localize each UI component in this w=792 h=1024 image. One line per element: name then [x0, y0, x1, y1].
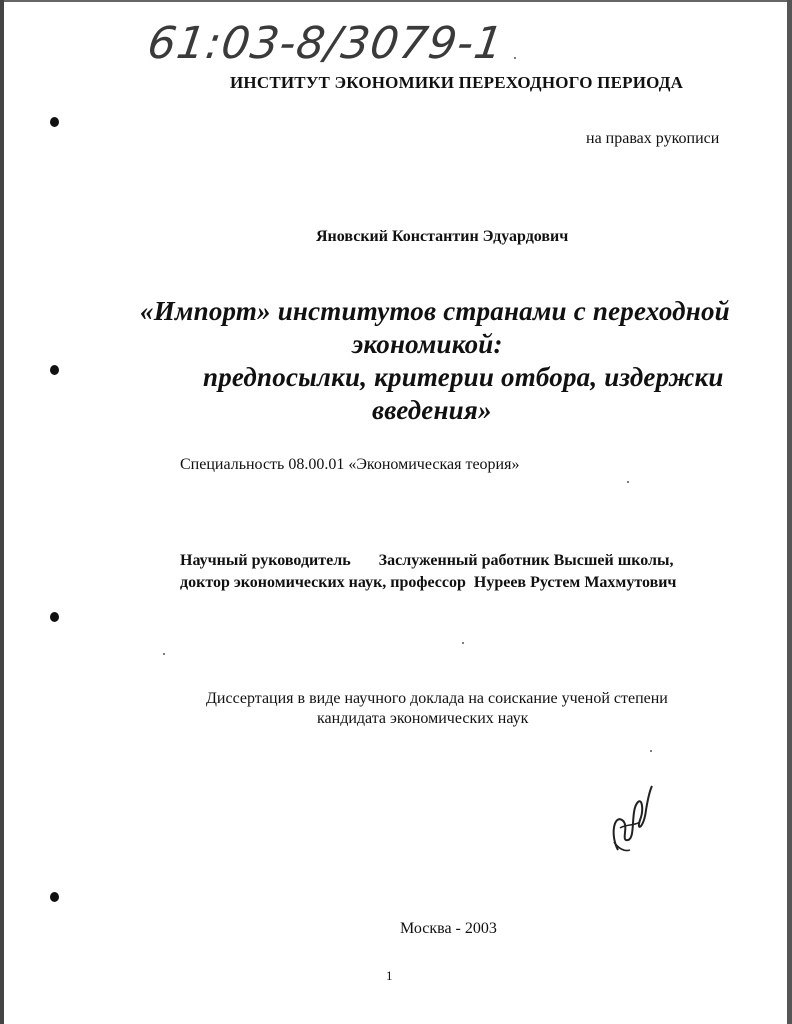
- author-name: Яновский Константин Эдуардович: [316, 228, 569, 245]
- institute-name: ИНСТИТУТ ЭКОНОМИКИ ПЕРЕХОДНОГО ПЕРИОДА: [230, 73, 684, 92]
- punch-hole-mark: [50, 612, 59, 622]
- scan-speck: [462, 642, 464, 644]
- punch-hole-mark: [50, 365, 59, 375]
- supervisor-line: доктор экономических наук, профессор Нуреев Рустем Махмутович: [180, 574, 677, 591]
- scan-edge-top: [0, 0, 792, 2]
- page-number: 1: [386, 968, 393, 983]
- scan-speck: [627, 481, 629, 483]
- handwritten-archive-code: 61:03-8/3079-1: [144, 18, 507, 69]
- scan-speck: [163, 653, 165, 655]
- signature-mark: [600, 780, 660, 860]
- scan-edge-left: [0, 0, 4, 1024]
- supervisor-line: Научный руководитель Заслуженный работник Высшей школы,: [180, 552, 674, 569]
- title-line: введения»: [372, 395, 492, 425]
- specialty-code: Специальность 08.00.01 «Экономическая теория»: [180, 456, 520, 473]
- scan-speck: [650, 750, 652, 752]
- scan-speck: [514, 57, 516, 59]
- manuscript-rights-note: на правах рукописи: [586, 130, 720, 147]
- city-year: Москва - 2003: [400, 920, 497, 937]
- title-line: предпосылки, критерии отбора, издержки: [203, 362, 724, 392]
- scan-edge-right: [787, 0, 792, 1024]
- title-line: экономикой:: [352, 329, 503, 359]
- punch-hole-mark: [50, 892, 59, 902]
- title-line: «Импорт» институтов странами с переходной: [140, 296, 730, 326]
- dissertation-type-line: кандидата экономических наук: [317, 710, 529, 727]
- dissertation-type-line: Диссертация в виде научного доклада на соискание ученой степени: [206, 690, 668, 707]
- punch-hole-mark: [50, 117, 59, 127]
